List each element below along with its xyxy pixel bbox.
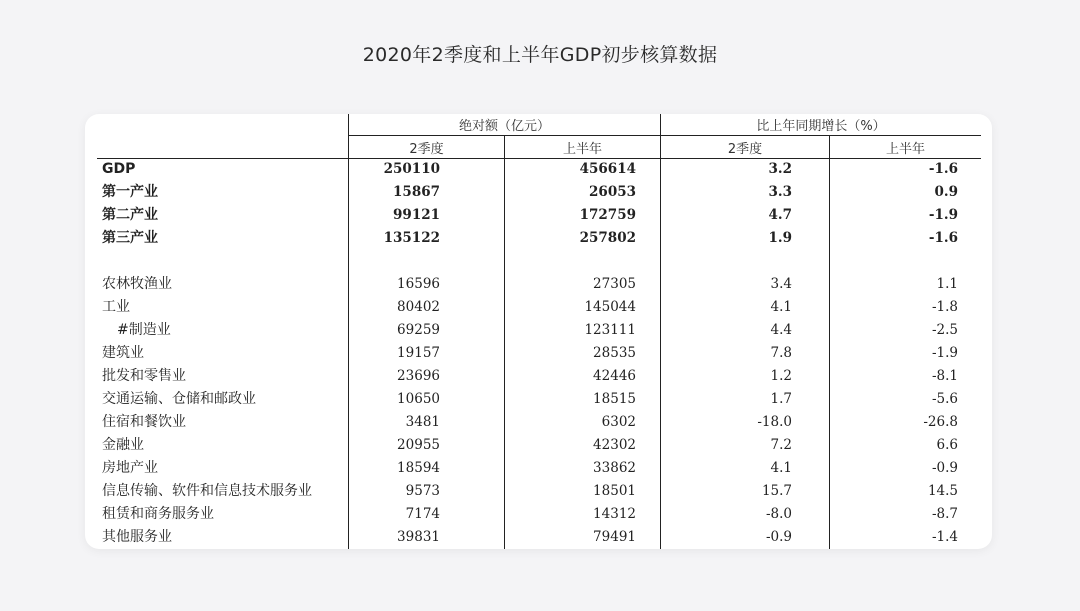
row-name: GDP	[102, 161, 136, 177]
row-name: 交通运输、仓储和邮政业	[102, 391, 256, 407]
cell-abs-q2: 9573	[405, 483, 440, 499]
cell-growth-h1: -0.9	[931, 460, 958, 476]
row-name: 房地产业	[102, 460, 158, 476]
row-name: 信息传输、软件和信息技术服务业	[102, 483, 312, 499]
cell-growth-q2: 1.9	[768, 230, 792, 246]
cell-abs-h1: 172759	[579, 207, 636, 223]
row-name: 住宿和餐饮业	[102, 414, 186, 430]
cell-growth-q2: 15.7	[761, 483, 792, 499]
subheader-abs-q2: 2季度	[409, 142, 444, 157]
cell-growth-q2: -8.0	[765, 506, 792, 522]
table-row	[85, 365, 992, 388]
cell-growth-h1: -1.9	[931, 345, 958, 361]
cell-growth-h1: -5.6	[931, 391, 958, 407]
cell-growth-h1: 1.1	[936, 276, 958, 292]
cell-growth-q2: 3.2	[768, 161, 792, 177]
row-name: 第一产业	[102, 184, 158, 200]
data-table	[85, 114, 992, 549]
page-title: 2020年2季度和上半年GDP初步核算数据	[362, 44, 718, 66]
cell-abs-q2: 135122	[383, 230, 440, 246]
row-name: 租赁和商务服务业	[102, 506, 214, 522]
cell-growth-q2: 4.4	[770, 322, 792, 338]
cell-abs-h1: 26053	[589, 184, 636, 200]
cell-growth-h1: -26.8	[923, 414, 958, 430]
cell-abs-h1: 33862	[593, 460, 636, 476]
cell-abs-q2: 15867	[393, 184, 440, 200]
table-row	[85, 273, 992, 296]
cell-abs-q2: 10650	[397, 391, 440, 407]
cell-growth-h1: 6.6	[936, 437, 958, 453]
cell-abs-h1: 14312	[593, 506, 636, 522]
cell-growth-h1: -1.4	[931, 529, 958, 545]
cell-abs-q2: 3481	[405, 414, 440, 430]
cell-growth-q2: 4.1	[770, 460, 792, 476]
table-row	[85, 158, 992, 181]
cell-growth-q2: 1.7	[770, 391, 792, 407]
row-name: 金融业	[102, 437, 144, 453]
cell-abs-q2: 99121	[393, 207, 440, 223]
cell-growth-q2: 4.7	[768, 207, 792, 223]
table-row	[85, 411, 992, 434]
cell-abs-h1: 27305	[593, 276, 636, 292]
table-row	[85, 480, 992, 503]
row-name: 其他服务业	[102, 529, 172, 545]
cell-growth-q2: 7.8	[770, 345, 792, 361]
cell-abs-h1: 123111	[584, 322, 636, 338]
cell-growth-h1: -2.5	[931, 322, 958, 338]
header-absolute: 绝对额（亿元）	[458, 119, 550, 134]
cell-abs-h1: 456614	[579, 161, 636, 177]
cell-abs-q2: 19157	[397, 345, 440, 361]
table-row	[85, 457, 992, 480]
table-row	[85, 503, 992, 526]
cell-growth-q2: 1.2	[770, 368, 792, 384]
cell-growth-q2: 7.2	[770, 437, 792, 453]
cell-abs-h1: 6302	[601, 414, 636, 430]
cell-abs-q2: 23696	[397, 368, 440, 384]
cell-abs-q2: 69259	[397, 322, 440, 338]
table-row	[85, 296, 992, 319]
cell-growth-h1: -1.6	[928, 161, 958, 177]
row-name: 农林牧渔业	[102, 276, 172, 292]
cell-growth-h1: 0.9	[934, 184, 958, 200]
cell-abs-q2: 250110	[383, 161, 440, 177]
cell-abs-q2: 20955	[397, 437, 440, 453]
cell-growth-h1: -1.9	[928, 207, 958, 223]
cell-abs-h1: 42302	[593, 437, 636, 453]
table-row	[85, 181, 992, 204]
cell-growth-h1: -1.8	[931, 299, 958, 315]
header-divider	[348, 135, 981, 136]
cell-abs-h1: 145044	[584, 299, 636, 315]
row-name: 批发和零售业	[102, 368, 186, 384]
table-row	[85, 434, 992, 457]
row-name: 第三产业	[102, 230, 158, 246]
cell-abs-h1: 79491	[593, 529, 636, 545]
cell-abs-q2: 16596	[397, 276, 440, 292]
cell-abs-h1: 257802	[579, 230, 636, 246]
table-row	[85, 319, 992, 342]
table-row	[85, 204, 992, 227]
subheader-growth-q2: 2季度	[727, 142, 763, 157]
row-name: 第二产业	[102, 207, 158, 223]
cell-abs-h1: 28535	[593, 345, 636, 361]
subheader-abs-h1: 上半年	[562, 142, 602, 157]
cell-growth-q2: 3.4	[770, 276, 792, 292]
cell-abs-h1: 18515	[593, 391, 636, 407]
cell-growth-q2: -0.9	[765, 529, 792, 545]
cell-abs-h1: 42446	[593, 368, 636, 384]
cell-growth-h1: -8.1	[931, 368, 958, 384]
header-growth: 比上年同期增长（%）	[756, 119, 886, 134]
cell-growth-q2: 3.3	[768, 184, 792, 200]
cell-growth-q2: 4.1	[770, 299, 792, 315]
row-name: 工业	[102, 299, 130, 315]
table-row	[85, 227, 992, 250]
table-row	[85, 342, 992, 365]
row-name: #制造业	[117, 322, 171, 338]
cell-abs-q2: 7174	[405, 506, 440, 522]
row-name: 建筑业	[102, 345, 144, 361]
cell-abs-q2: 18594	[397, 460, 440, 476]
cell-growth-h1: 14.5	[927, 483, 958, 499]
subheader-growth-h1: 上半年	[885, 142, 925, 157]
cell-growth-h1: -8.7	[931, 506, 958, 522]
cell-growth-h1: -1.6	[928, 230, 958, 246]
table-row	[85, 526, 992, 549]
cell-abs-q2: 39831	[397, 529, 440, 545]
table-row	[85, 388, 992, 411]
cell-growth-q2: -18.0	[757, 414, 792, 430]
cell-abs-h1: 18501	[593, 483, 636, 499]
cell-abs-q2: 80402	[397, 299, 440, 315]
